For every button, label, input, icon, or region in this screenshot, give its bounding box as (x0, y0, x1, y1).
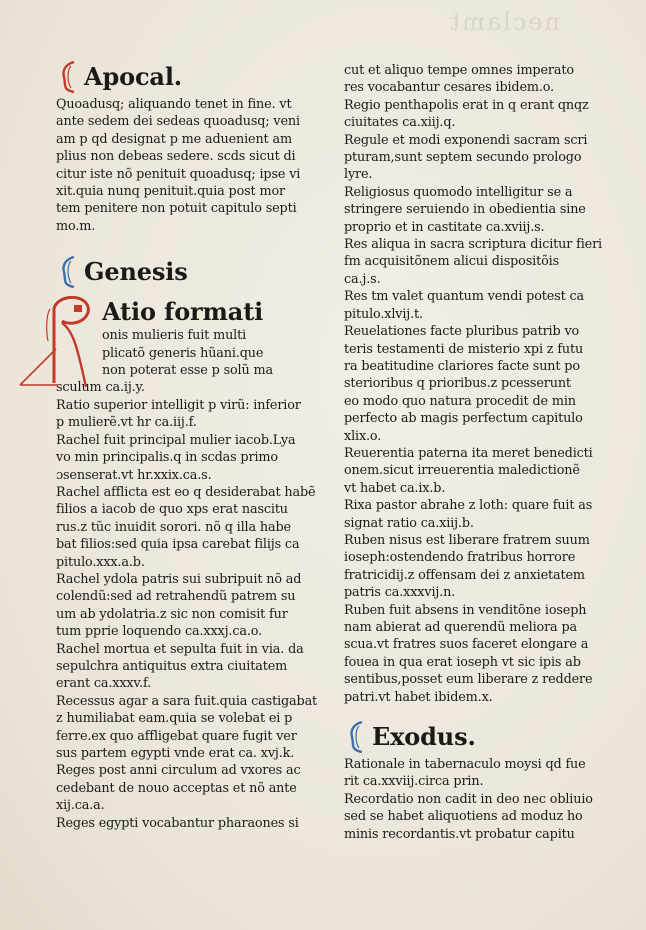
section-heading-genesis (56, 257, 338, 287)
text-line: pitulo.xlvij.t. (344, 306, 423, 322)
text-line: erant ca.xxxv.f. (56, 676, 152, 692)
text-line: vo min principalis.q in scdas primo (56, 450, 278, 466)
text-line: Rachel mortua et sepulta fuit in via. da (56, 641, 304, 657)
text-line: tum pprie loquendo ca.xxxj.ca.o. (56, 624, 262, 640)
text-line: Res aliqua in sacra scriptura dicitur fieri (344, 237, 602, 253)
text-line: Reges egypti vocabantur pharaones si (56, 815, 299, 831)
text-line: ɔsenserat.vt hr.xxix.ca.s. (56, 467, 212, 483)
text-line: colendũ:sed ad retrahendũ patrem su (56, 589, 296, 605)
text-line: onem.sicut irreuerentia maledictionẽ (344, 463, 580, 479)
text-line: Res tm valet quantum vendi potest ca (344, 289, 584, 305)
text-line: filios a iacob de quo xps erat nascitu (56, 502, 288, 518)
text-line: mo.m. (56, 218, 96, 234)
text-line: am p qd designat p me aduenient am (56, 131, 292, 147)
red-initial-r-icon (16, 291, 102, 401)
text-line: fm acquisitõnem alicui dispositõis (344, 254, 559, 270)
text-line: ciuitates ca.xiij.q. (344, 115, 456, 131)
text-line: nam abierat ad querendũ meliora pa (344, 620, 577, 635)
text-line: Rixa pastor abrahe z loth: quare fuit as (344, 498, 593, 514)
text-line: um ab ydolatria.z sic non comisit fur (56, 606, 288, 622)
text-line: Reuelationes facte pluribus patrib vo (344, 324, 580, 340)
text-line: res vocabantur cesares ibidem.o. (344, 80, 555, 96)
text-line: tem penitere non potuit capitulo septi (56, 201, 297, 217)
text-line: Rachel afflicta est eo q desiderabat habẽ (56, 484, 316, 500)
text-line: xlix.o. (344, 428, 382, 444)
right-entries (344, 62, 626, 706)
text-line: signat ratio ca.xiij.b. (344, 515, 474, 531)
text-line: Rachel ydola patris sui subripuit nõ ad (56, 571, 302, 587)
text-line: Ruben fuit absens in venditõne ioseph (344, 602, 587, 618)
text-line: pitulo.xxx.a.b. (56, 554, 145, 570)
text-line: z humiliabat eam.quia se volebat ei p (56, 711, 293, 727)
text-line: vt habet ca.ix.b. (344, 480, 446, 496)
text-line: non poterat esse p solũ ma (102, 363, 273, 379)
red-bracket-icon (58, 60, 80, 94)
text-line: Reuerentia paterna ita meret benedicti (344, 445, 593, 461)
text-line: patri.vt habet ibidem.x. (344, 689, 493, 705)
text-line: Recordatio non cadit in deo nec obliuio (344, 791, 593, 807)
text-line: plius non debeas sedere. scds sicut di (56, 149, 296, 165)
heading-text: Apocal. (84, 62, 182, 91)
text-line: sterioribus q prioribus.z pcesserunt (344, 376, 571, 392)
left-column (56, 62, 338, 832)
heading-text: Genesis (84, 257, 188, 287)
bleed-through-text: neclamt (448, 8, 560, 36)
section-heading-exodus (344, 722, 626, 752)
text-line: Reges post anni circulum ad vxores ac (56, 763, 301, 779)
text-line: sepulchra antiquitus extra ciuitatem (56, 658, 288, 674)
heading-text: Exodus. (372, 722, 476, 752)
text-line: sentibus,posset eum liberare z reddere (344, 672, 593, 688)
text-line: pturam,sunt septem secundo prologo (344, 150, 582, 166)
right-column (344, 62, 626, 843)
text-line: ra beatitudine clariores facte sunt po (344, 358, 580, 374)
text-line: teris testamenti de misterio xpi z futu (344, 341, 584, 357)
blue-bracket-icon (58, 255, 80, 289)
text-line: proprio et in castitate ca.xviij.s. (344, 219, 545, 235)
text-line: perfecto ab magis perfectum capitulo (344, 411, 583, 427)
text-line: Ruben nisus est liberare fratrem suum (344, 532, 590, 548)
text-line: scua.vt fratres suos faceret elongare a (344, 637, 589, 653)
text-line: sed se habet aliquotiens ad moduz ho (344, 809, 583, 825)
text-line: xit.quia nunq penituit.quia post mor (56, 184, 285, 200)
text-line: Religiosus quomodo intelligitur se a (344, 184, 573, 200)
text-line: p mulierẽ.vt hr ca.iij.f. (56, 415, 197, 431)
text-line: ca.j.s. (344, 271, 381, 287)
text-line: xij.ca.a. (56, 798, 105, 814)
text-line: Recessus agar a sara fuit.quia castigabat (56, 693, 318, 709)
initial-line: Atio formati (102, 297, 264, 327)
text-line: Rationale in tabernaculo moysi qd fue (344, 757, 586, 773)
text-line: Regio penthapolis erat in q erant qnqz (344, 97, 589, 113)
text-line: patris ca.xxxvij.n. (344, 585, 456, 601)
text-line: Rachel fuit principal mulier iacob.Lya (56, 432, 296, 448)
genesis-entries (56, 379, 338, 832)
text-line: citur iste nõ penituit quoadusq; ipse vi (56, 166, 301, 182)
text-line: rit ca.xxviij.circa prin. (344, 774, 484, 790)
text-line: cedebant de nouo acceptas et nõ ante (56, 780, 297, 796)
text-line: ioseph:ostendendo fratribus horrore (344, 550, 576, 566)
text-line: ferre.ex quo affligebat quare fugit ver (56, 728, 297, 744)
text-line: rus.z tũc inuidit sorori. nõ q illa habe (56, 519, 291, 535)
exodus-entries (344, 756, 626, 843)
text-line: plicatõ generis hũani.que (102, 345, 264, 361)
blue-bracket-icon (346, 720, 368, 754)
text-line: Regule et modi exponendi sacram scri (344, 132, 588, 148)
text-line: Ratio superior intelligit p virũ: inferior (56, 397, 301, 413)
text-line: lyre. (344, 167, 373, 183)
text-line: eo modo quo natura procedit de min (344, 393, 576, 409)
text-line: sus partem egypti vnde erat ca. xvj.k. (56, 746, 295, 761)
text-line: bat filios:sed quia ipsa carebat filijs ca (56, 537, 300, 553)
text-line: sculum ca.ij.y. (56, 380, 145, 396)
section-heading-apocal (56, 62, 338, 92)
apocal-entry (56, 96, 338, 235)
text-line: fouea in qua erat ioseph vt sic ipis ab (344, 654, 581, 670)
text-line: minis recordantis.vt probatur capitu (344, 826, 575, 842)
text-line: stringere seruiendo in obedientia sine (344, 202, 586, 218)
text-line: fratricidij.z offensam dei z anxietatem (344, 567, 585, 583)
text-line: Quoadusq; aliquando tenet in fine. vt (56, 97, 292, 112)
text-line: ante sedem dei sedeas quoadusq; veni (56, 114, 300, 130)
text-line: onis mulieris fuit multi (102, 328, 247, 344)
text-line: cut et aliquo tempe omnes imperato (344, 63, 574, 78)
